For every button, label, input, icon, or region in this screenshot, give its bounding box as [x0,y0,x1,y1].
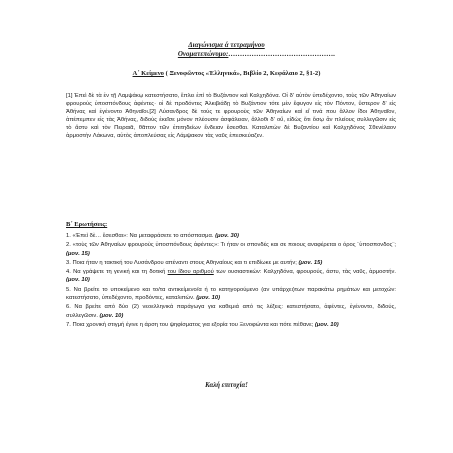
underlined-phrase: του ίδιου αριθμού [167,269,214,276]
ancient-text: [1] Ἐπεὶ δὲ τὰ ἐν τῇ Λαμψάκῳ κατεστήσατο, ἔπλει ἐπὶ τὸ Βυζάντιον καὶ Καλχηδόνα. Οἱ δ' αὐτὸν ὑπεδέχοντο, τοὺς τῶν Ἀθηναίων φρουροὺς ὑποσπόνδους ἀφέντες· οἱ δὲ προδόντες Ἀλκιβιάδῃ τὸ Βυζάντιον τότε μὲν ἔφυγον εἰς τὸν Πόντον, ὕστερον δ' εἰς Ἀθήνας καὶ ἐγένοντο Ἀθηναῖοι.[2] Λύσανδρος δὲ τούς τε φρουροὺς τῶν Ἀθηναίων καὶ εἴ τινά που ἄλλον ἴδοι Ἀθηναῖον, ἀπέπεμπεν εἰς τὰς Ἀθήνας, διδοὺς ἐκεῖσε μόνον πλέουσιν ἀσφάλειαν, ἄλλοθι δ' οὔ, εἰδὼς ὅτι ὅσῳ ἂν πλείους συλλεγῶσιν εἰς τὸ ἄστυ καὶ τὸν Πειραιᾶ, θᾶττον τῶν ἐπιτηδείων ἔνδειαν ἔσεσθαι. Καταλιπὼν δὲ Βυζαντίου καὶ Καλχηδόνος Σθενέλαον ἁρμοστὴν Λάκωνα, αὐτὸς ἀποπλεύσας εἰς Λάμψακον τὰς ναῦς ἐπεσκεύαζεν. [66,93,396,140]
text-section-title [0,71,453,78]
points: (μον. 15) [298,259,323,266]
question-2: 2. «τοὺς τῶν Ἀθηναίων φρουροὺς ὑποσπόνδους ἀφέντες»: Τι ήταν οι σπονδές και σε ποιους αναφέρεται ο όρος ¨ὑποσπονδος¨; (μον. 15) [66,242,396,257]
closing-wish: Καλή επιτυχία! [205,382,248,389]
section-label: Α΄ Κείμενο [132,70,164,77]
question-5: 5. Να βρείτε το υποκείμενο και το/τα αντικείμενο/α ή το κατηγορούμενο (αν υπάρχει)των παρακάτω ρημάτων και μετοχών: κατεστήσατο, ὑπεδέχοντο, προδόντες, καταλιπών. (μον. 10) [66,286,396,302]
exam-title: Διαγώνισμα ά τετραμήνου [188,41,265,49]
question-3: 3. Ποια ήταν η τακτική του Λυσάνδρου απέναντι στους Αθηναίους και τι επιδίωκε με αυτήν; (μον. 15) [66,259,323,266]
question-6: 6. Να βρείτε από δύο (2) νεοελληνικά παράγωγα για καθεμιά από τις λέξεις: κατεστήσατο, ἀφέντες, ἐγένοντο, διδούς, συλλεγῶσιν. (μον. 10) [66,304,396,319]
question-1: 1. «Ἐπεὶ δὲ… ἔσεσθαι»: Να μεταφράσετε το απόσπασμα. (μον. 30) [66,233,239,239]
points: (μον. 10) [314,321,339,328]
points: (μον. 10) [196,295,220,302]
points: (μον. 15) [66,250,90,257]
points: (μον. 10) [66,277,90,284]
name-label: Ονοματεπώνυμο: [177,50,229,58]
section-source: ( Ξενοφῶντος «Ἑλληνικά», Βιβλίο 2, Κεφάλαιο 2, §1-2) [165,70,321,77]
student-name-line [0,51,453,58]
points: (μον. 10) [99,312,124,319]
question-4: 4. Να γράψετε τη γενική και τη δοτική του ίδιου αριθμού των ουσιαστικών: Καλχηδόνα, φρουρούς, άστυ, τὰς ναῦς, ἁρμοστήν. (μον. 10) [66,269,396,284]
points: (μον. 30) [215,233,239,239]
questions-heading: Β΄ Ερωτήσεις: [66,221,108,228]
question-7: 7. Ποια χρονική στιγμή έγινε η άρση του ψηφίσματος για εξορία του Ξενοφώντα και πότε πέθανε; (μον. 10) [66,321,339,328]
questions-list [66,232,396,330]
name-blank: ………………………………………. [228,50,336,58]
